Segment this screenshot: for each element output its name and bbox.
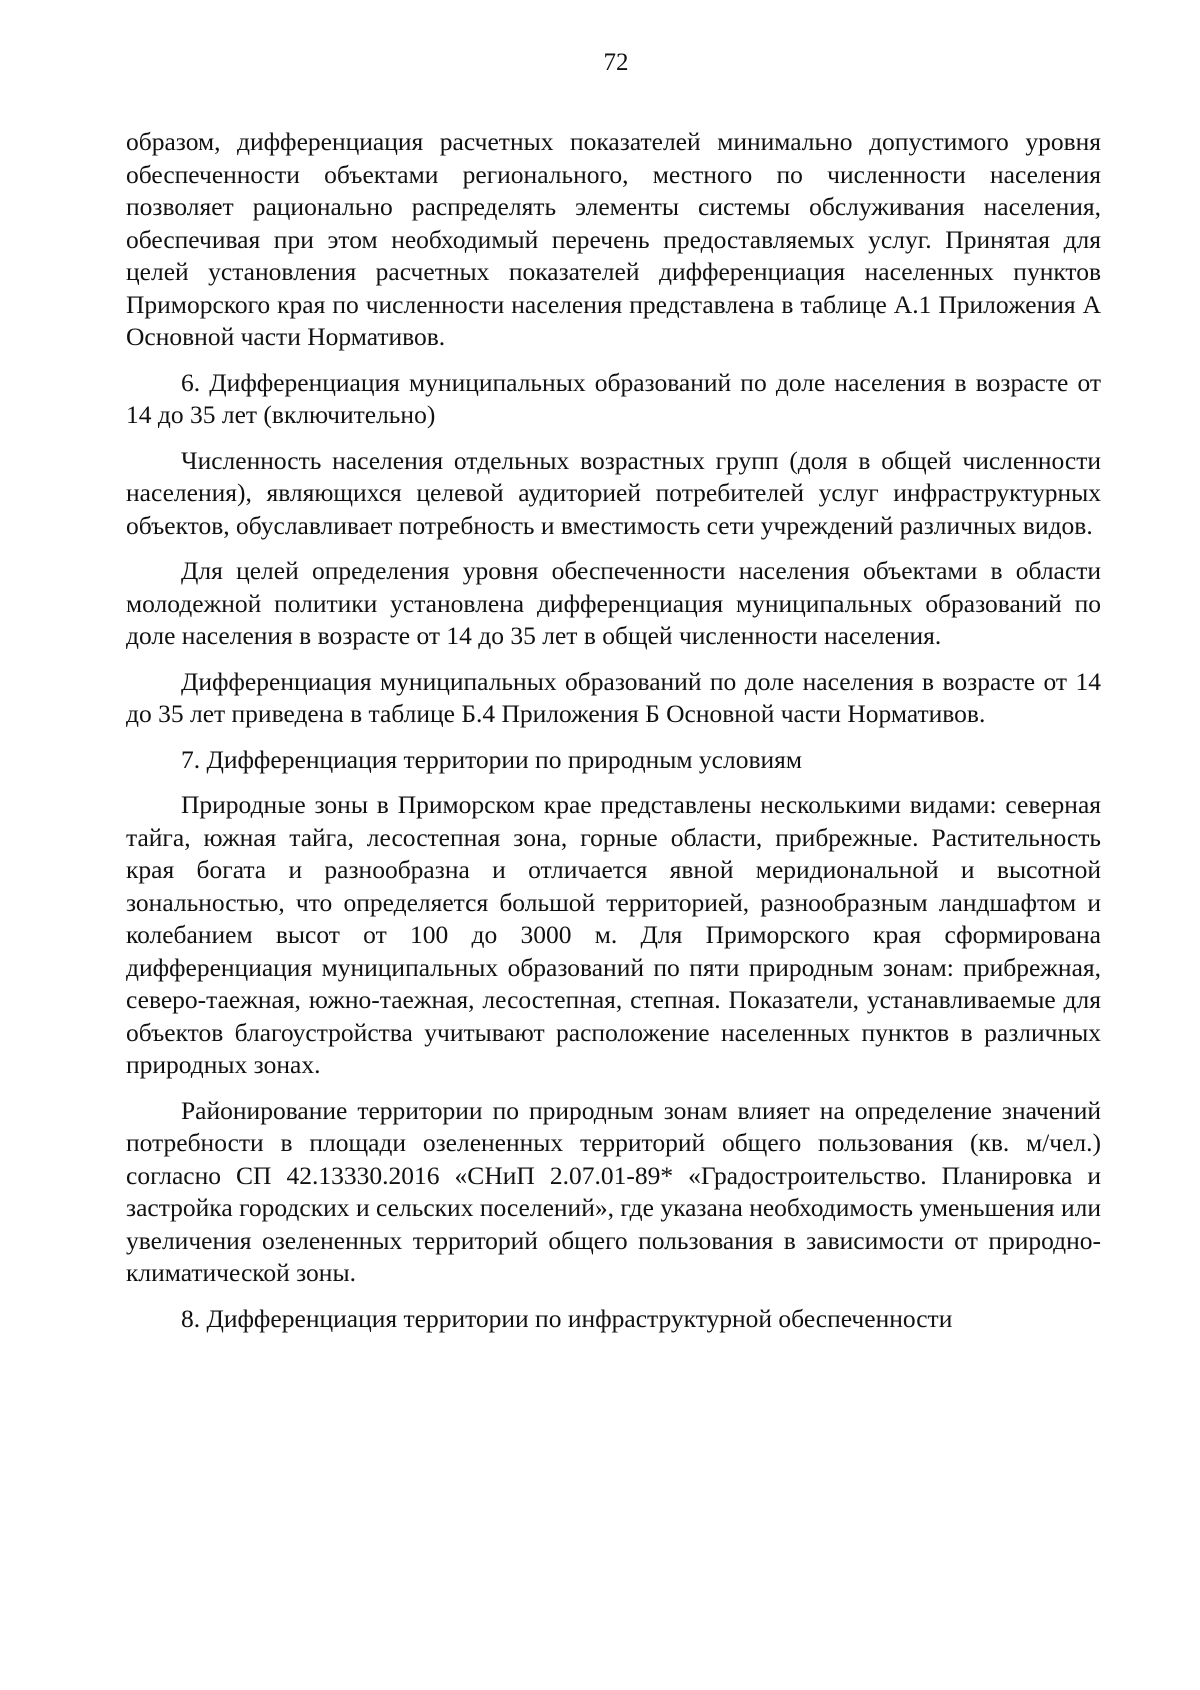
paragraph-6-3: Дифференциация муниципальных образований по доле населения в возрасте от 14 до 35 лет приведена в таблице Б.4 Приложения Б Основной части Нормативов.	[126, 666, 1101, 728]
body-text	[126, 126, 1101, 1348]
paragraph-7-1: Природные зоны в Приморском крае представлены несколькими видами: северная тайга, южная тайга, лесостепная зона, горные области, прибрежные. Растительность края богата и разнообразна и отличается явной меридиональной и высотной зональностью, что определяется большой территорией, разнообразным ландшафтом и колебанием высот от 100 до 3000 м. Для Приморского края сформирована дифференциация муниципальных образований по пяти природным зонам: прибрежная, северо-таежная, южно-таежная, лесостепная, степная. Показатели, устанавливаемые для объектов благоустройства учитывают расположение населенных пунктов в различных природных зонах.	[126, 790, 1101, 1079]
page-number: 72	[603, 49, 629, 76]
section-heading-7: 7. Дифференциация территории по природным условиям	[181, 744, 803, 774]
section-heading-8: 8. Дифференциация территории по инфраструктурной обеспеченности	[181, 1303, 953, 1333]
paragraph-6-1: Численность населения отдельных возрастных групп (доля в общей численности населения), являющихся целевой аудиторией потребителей услуг инфраструктурных объектов, обуславливает потребность и вместимость сети учреждений различных видов.	[126, 445, 1101, 540]
paragraph-7-2: Районирование территории по природным зонам влияет на определение значений потребности в площади озелененных территорий общего пользования (кв. м/чел.) согласно СП 42.13330.2016 «СНиП 2.07.01-89* «Градостроительство. Планировка и застройка городских и сельских поселений», где указана необходимость уменьшения или увеличения озелененных территорий общего пользования в зависимости от природно-климатической зоны.	[126, 1095, 1101, 1287]
paragraph-6-2: Для целей определения уровня обеспеченности населения объектами в области молодежной политики установлена дифференциация муниципальных образований по доле населения в возрасте от 14 до 35 лет в общей численности населения.	[126, 556, 1101, 650]
section-heading-6: 6. Дифференциация муниципальных образований по доле населения в возрасте от 14 до 35 лет (включительно)	[126, 367, 1101, 429]
paragraph-continuation: образом, дифференциация расчетных показателей минимально допустимого уровня обеспеченности объектами регионального, местного по численности населения позволяет рационально распределять элементы системы обслуживания населения, обеспечивая при этом необходимый перечень предоставляемых услуг. Принятая для целей установления расчетных показателей дифференциация населенных пунктов Приморского края по численности населения представлена в таблице А.1 Приложения А Основной части Нормативов.	[126, 127, 1101, 351]
